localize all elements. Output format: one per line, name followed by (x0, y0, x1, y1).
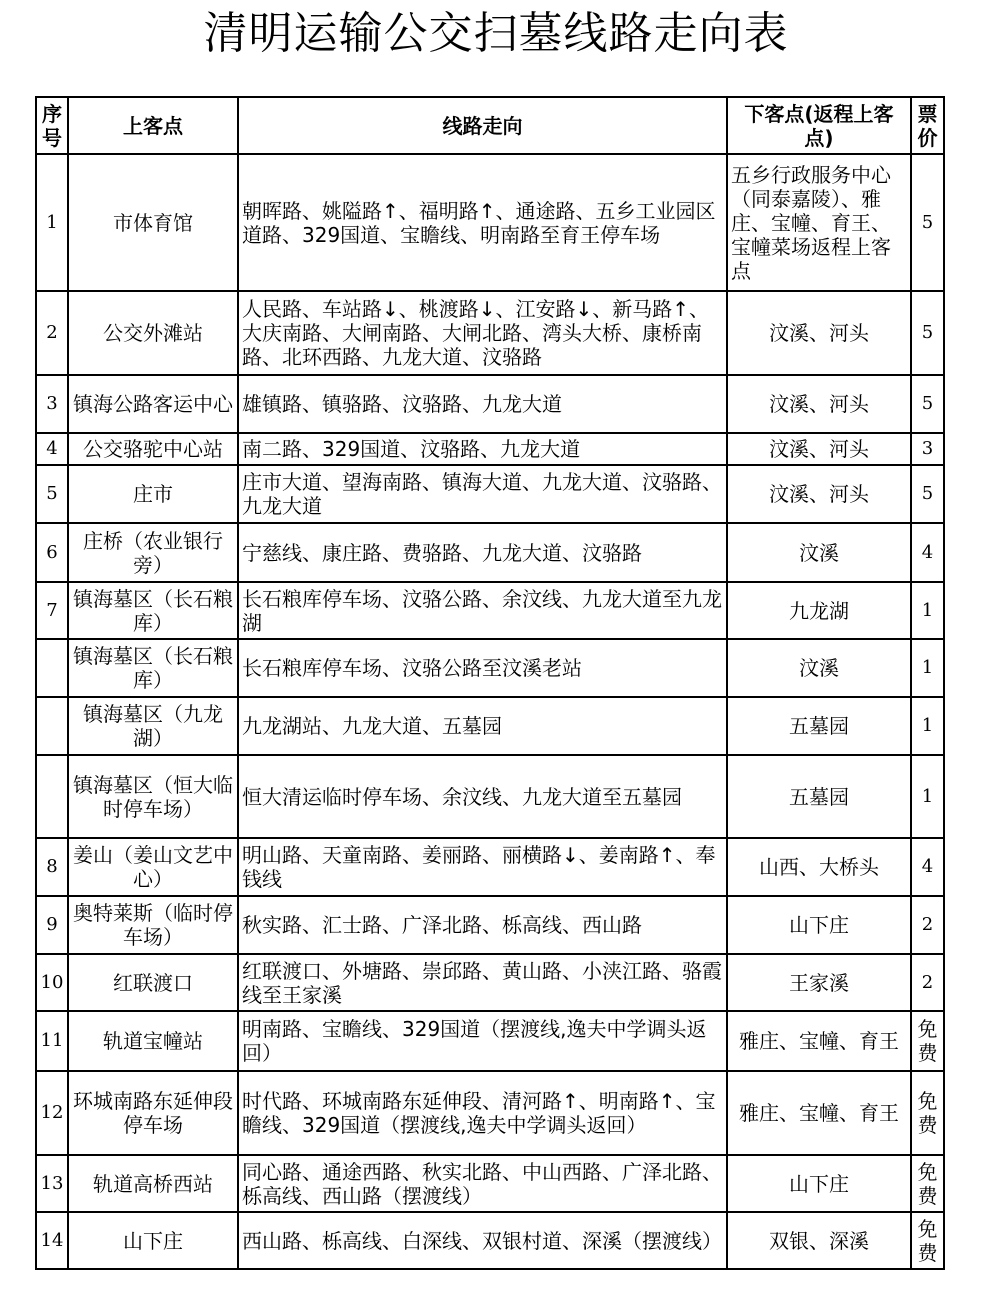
row-board: 镇海公路客运中心 (68, 375, 238, 433)
table-row (36, 1155, 944, 1212)
row-num: 11 (36, 1011, 68, 1071)
row-drop: 汶溪 (727, 523, 911, 582)
header-price: 票价 (911, 97, 944, 154)
row-route: 庄市大道、望海南路、镇海大道、九龙大道、汶骆路、九龙大道 (238, 465, 727, 523)
row-drop: 五墓园 (727, 755, 911, 838)
row-price: 1 (911, 582, 944, 639)
row-board: 镇海墓区（恒大临时停车场） (68, 755, 238, 838)
header-board: 上客点 (68, 97, 238, 154)
row-num: 1 (36, 154, 68, 291)
row-route: 人民路、车站路↓、桃渡路↓、江安路↓、新马路↑、大庆南路、大闸南路、大闸北路、湾头大桥、康桥南路、北环西路、九龙大道、汶骆路 (238, 291, 727, 375)
row-route: 恒大清运临时停车场、余汶线、九龙大道至五墓园 (238, 755, 727, 838)
row-num: 13 (36, 1155, 68, 1212)
row-price: 5 (911, 375, 944, 433)
row-route: 宁慈线、康庄路、费骆路、九龙大道、汶骆路 (238, 523, 727, 582)
row-num: 5 (36, 465, 68, 523)
row-num: 14 (36, 1212, 68, 1269)
table-row (36, 755, 944, 838)
row-price: 3 (911, 433, 944, 465)
row-price: 免费 (911, 1155, 944, 1212)
row-route: 九龙湖站、九龙大道、五墓园 (238, 697, 727, 755)
row-board: 镇海墓区（长石粮库） (68, 582, 238, 639)
table-row (36, 582, 944, 639)
table-row (36, 954, 944, 1011)
row-route: 明山路、天童南路、姜丽路、丽横路↓、姜南路↑、奉钱线 (238, 838, 727, 896)
row-price: 1 (911, 755, 944, 838)
row-board: 庄市 (68, 465, 238, 523)
table-row (36, 465, 944, 523)
table-row (36, 896, 944, 954)
row-board: 奥特莱斯（临时停车场） (68, 896, 238, 954)
row-route: 同心路、通途西路、秋实北路、中山西路、广泽北路、栎高线、西山路（摆渡线） (238, 1155, 727, 1212)
header-row (36, 97, 944, 154)
row-num: 10 (36, 954, 68, 1011)
row-price: 2 (911, 896, 944, 954)
table-row (36, 375, 944, 433)
row-num (36, 639, 68, 697)
row-drop: 王家溪 (727, 954, 911, 1011)
row-board: 市体育馆 (68, 154, 238, 291)
row-route: 南二路、329国道、汶骆路、九龙大道 (238, 433, 727, 465)
row-drop: 山西、大桥头 (727, 838, 911, 896)
table-row (36, 697, 944, 755)
row-drop: 九龙湖 (727, 582, 911, 639)
row-drop: 双银、深溪 (727, 1212, 911, 1269)
table-row (36, 1212, 944, 1269)
table-row (36, 639, 944, 697)
row-drop: 山下庄 (727, 896, 911, 954)
table-row (36, 838, 944, 896)
row-drop: 汶溪、河头 (727, 291, 911, 375)
row-num (36, 697, 68, 755)
row-drop: 雅庄、宝幢、育王 (727, 1011, 911, 1071)
row-route: 时代路、环城南路东延伸段、清河路↑、明南路↑、宝瞻线、329国道（摆渡线,逸夫中学调头返回） (238, 1071, 727, 1155)
row-board: 红联渡口 (68, 954, 238, 1011)
row-price: 4 (911, 838, 944, 896)
table-row (36, 154, 944, 291)
row-drop: 汶溪、河头 (727, 465, 911, 523)
row-drop: 雅庄、宝幢、育王 (727, 1071, 911, 1155)
row-route: 秋实路、汇士路、广泽北路、栎高线、西山路 (238, 896, 727, 954)
row-board: 庄桥（农业银行旁） (68, 523, 238, 582)
table-row (36, 291, 944, 375)
row-num: 6 (36, 523, 68, 582)
row-drop: 汶溪、河头 (727, 375, 911, 433)
row-price: 免费 (911, 1212, 944, 1269)
row-board: 镇海墓区（长石粮库） (68, 639, 238, 697)
row-route: 明南路、宝瞻线、329国道（摆渡线,逸夫中学调头返回） (238, 1011, 727, 1071)
table-row (36, 1071, 944, 1155)
row-num (36, 755, 68, 838)
row-price: 1 (911, 639, 944, 697)
row-price: 1 (911, 697, 944, 755)
table-row (36, 1011, 944, 1071)
row-board: 公交外滩站 (68, 291, 238, 375)
row-price: 免费 (911, 1071, 944, 1155)
table-row (36, 523, 944, 582)
row-board: 环城南路东延伸段停车场 (68, 1071, 238, 1155)
row-route: 雄镇路、镇骆路、汶骆路、九龙大道 (238, 375, 727, 433)
row-price: 2 (911, 954, 944, 1011)
row-board: 轨道高桥西站 (68, 1155, 238, 1212)
route-table (35, 96, 945, 1270)
row-drop: 五乡行政服务中心（同泰嘉陵）、雅庄、宝幢、育王、宝幢菜场返程上客点 (727, 154, 911, 291)
row-board: 镇海墓区（九龙湖） (68, 697, 238, 755)
header-route: 线路走向 (238, 97, 727, 154)
row-price: 免费 (911, 1011, 944, 1071)
row-price: 4 (911, 523, 944, 582)
row-board: 轨道宝幢站 (68, 1011, 238, 1071)
row-route: 朝晖路、姚隘路↑、福明路↑、通途路、五乡工业园区道路、329国道、宝瞻线、明南路至育王停车场 (238, 154, 727, 291)
row-board: 姜山（姜山文艺中心） (68, 838, 238, 896)
row-num: 3 (36, 375, 68, 433)
row-num: 9 (36, 896, 68, 954)
row-num: 4 (36, 433, 68, 465)
table-row (36, 433, 944, 465)
row-num: 12 (36, 1071, 68, 1155)
row-board: 公交骆驼中心站 (68, 433, 238, 465)
row-route: 长石粮库停车场、汶骆公路、余汶线、九龙大道至九龙湖 (238, 582, 727, 639)
row-num: 8 (36, 838, 68, 896)
row-price: 5 (911, 154, 944, 291)
row-route: 长石粮库停车场、汶骆公路至汶溪老站 (238, 639, 727, 697)
row-board: 山下庄 (68, 1212, 238, 1269)
row-price: 5 (911, 291, 944, 375)
row-route: 红联渡口、外塘路、崇邱路、黄山路、小浃江路、骆霞线至王家溪 (238, 954, 727, 1011)
row-route: 西山路、栎高线、白深线、双银村道、深溪（摆渡线） (238, 1212, 727, 1269)
header-num: 序号 (36, 97, 68, 154)
row-drop: 汶溪 (727, 639, 911, 697)
row-num: 2 (36, 291, 68, 375)
row-drop: 山下庄 (727, 1155, 911, 1212)
header-drop: 下客点(返程上客点) (727, 97, 911, 154)
row-drop: 汶溪、河头 (727, 433, 911, 465)
row-drop: 五墓园 (727, 697, 911, 755)
page-title: 清明运输公交扫墓线路走向表 (203, 8, 789, 59)
row-price: 5 (911, 465, 944, 523)
row-num: 7 (36, 582, 68, 639)
